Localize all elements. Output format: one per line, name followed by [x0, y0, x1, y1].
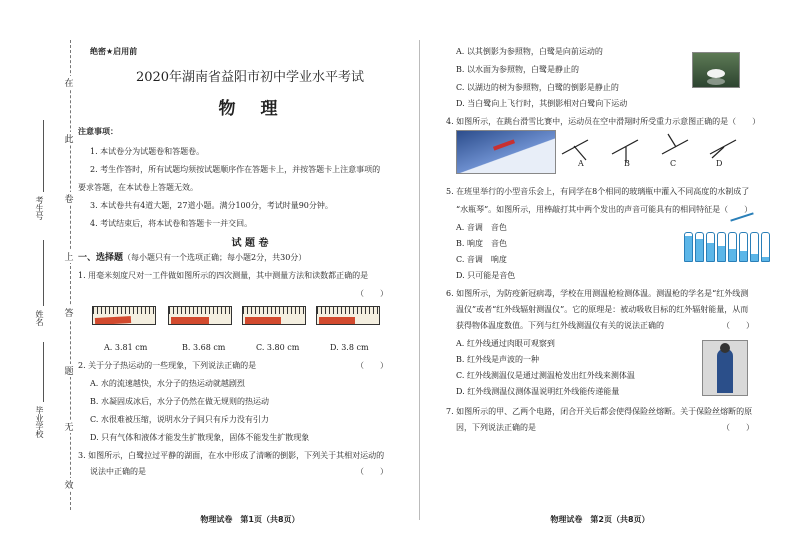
q2-option-a[interactable]: A. 水的流速越快，水分子的热运动就越剧烈: [90, 379, 245, 388]
school-label: 毕业学校: [35, 406, 44, 438]
margin-warning-char: 在: [62, 76, 76, 89]
margin-warning-char: 答: [62, 306, 76, 319]
q1-option-c[interactable]: C. 3.80 cm: [256, 343, 300, 352]
page-divider: [419, 40, 420, 520]
notice-heading: 注意事项：: [78, 127, 118, 136]
margin-warning-char: 此: [62, 132, 76, 145]
q6-option-b[interactable]: B. 红外线是声波的一种: [456, 355, 539, 364]
margin-warning-char: 题: [62, 364, 76, 377]
temperature-check-photo: [702, 340, 748, 396]
section-one-note: （每小题只有一个选项正确；每小题2分，共30分）: [123, 253, 307, 262]
candidate-number-label: 考生号: [35, 196, 44, 220]
q5-option-c[interactable]: C. 音调 响度: [456, 255, 507, 264]
candidate-number-field[interactable]: [43, 120, 44, 192]
q4-option-a[interactable]: A: [578, 159, 584, 168]
q6-stem: 6. 如图所示，为防疫新冠病毒，学校在用测温枪检测体温。测温枪的学名是“红外线测: [446, 289, 749, 298]
margin-warning-char: 效: [62, 478, 76, 491]
ruler-figure-b: [168, 306, 232, 325]
subject-title: 物 理: [218, 99, 282, 119]
notice-item: 要求答题，在本试卷上答题无效。: [78, 183, 198, 192]
q1-option-d[interactable]: D. 3.8 cm: [330, 343, 369, 352]
water-bottle-figure: [684, 228, 774, 264]
q6-option-c[interactable]: C. 红外线测温仪是通过测温枪发出红外线来测体温: [456, 371, 635, 380]
q3-option-b[interactable]: B. 以水面为参照物，白鹭是静止的: [456, 65, 579, 74]
q7-paren: （ ）: [722, 423, 754, 432]
q4-option-c[interactable]: C: [670, 159, 677, 168]
q6-paren: （ ）: [722, 321, 754, 330]
ruler-figure-a: [92, 306, 156, 325]
q5-stem-continued: “水瓶琴”。如图所示，用棒敲打其中两个发出的声音可能具有的相同特征是（ ）: [456, 205, 753, 214]
notice-item: 2. 考生作答时，所有试题均须按试题顺序作在答题卡上，并按答题卡上注意事项的: [90, 165, 381, 174]
notice-item: 4. 考试结束后，将本试卷和答题卡一并交回。: [90, 219, 253, 228]
q1-option-a[interactable]: A. 3.81 cm: [104, 343, 148, 352]
q3-stem: 3. 如图所示，白鹭拉过平静的湖面，在水中形成了清晰的倒影，下列关于其相对运动的: [78, 451, 385, 460]
q7-stem: 7. 如图所示的甲、乙两个电路，闭合开关后都会使得保险丝熔断。关于保险丝熔断的原: [446, 407, 753, 416]
exam-title: 2020年湖南省益阳市初中学业水平考试: [135, 70, 365, 85]
q3-paren: （ ）: [356, 467, 388, 476]
q1-option-b[interactable]: B. 3.68 cm: [182, 343, 226, 352]
q4-option-d[interactable]: D: [716, 159, 723, 168]
force-arrow-c: [668, 134, 676, 147]
q2-option-c[interactable]: C. 水很难被压缩，说明水分子间只有斥力没有引力: [90, 415, 269, 424]
skier-c: [662, 140, 688, 154]
q4-option-b[interactable]: B: [624, 159, 630, 168]
q2-option-b[interactable]: B. 水凝固成冰后，水分子仍然在做无规则的热运动: [90, 397, 269, 406]
q3-option-c[interactable]: C. 以湖边的树为参照物，白鹭的倒影是静止的: [456, 83, 619, 92]
name-label: 姓名: [35, 310, 44, 326]
binding-line: [70, 40, 71, 510]
q2-paren: （ ）: [356, 361, 388, 370]
q2-option-d[interactable]: D. 只有气体和液体才能发生扩散现象，固体不能发生扩散现象: [90, 433, 310, 442]
q5-stem: 5. 在班里举行的小型音乐会上，有同学在8个相同的玻璃瓶中灌入不同高度的水制成了: [446, 187, 750, 196]
margin-warning-char: 上: [62, 250, 76, 263]
name-field[interactable]: [43, 240, 44, 306]
school-field[interactable]: [43, 342, 44, 402]
q1-stem: 1. 用毫米刻度尺对一工件做如图所示的四次测量，其中测量方法和读数都正确的是: [78, 271, 369, 280]
notice-item: 3. 本试卷共有4道大题，27道小题。满分100分，考试时量90分钟。: [90, 201, 333, 210]
margin-warning-char: 无: [62, 420, 76, 433]
margin-warning-char: 卷: [62, 192, 76, 205]
q6-option-d[interactable]: D. 红外线测温仪测体温说明红外线能传递能量: [456, 387, 620, 396]
skier-d: [710, 140, 736, 154]
q6-stem-continued-2: 获得物体温度数值。下列与红外线测温仪有关的说法正确的: [456, 321, 664, 330]
section-title: 试 题 卷: [231, 238, 269, 249]
q7-stem-continued: 因，下列说法正确的是: [456, 423, 536, 432]
skier-b: [612, 140, 638, 154]
q3-option-d[interactable]: D. 当白鹭向上飞行时，其倒影相对白鹭向下运动: [456, 99, 628, 108]
ruler-figure-c: [242, 306, 306, 325]
q3-stem-continued: 说法中正确的是: [90, 467, 146, 476]
q3-option-a[interactable]: A. 以其倒影为参照物，白鹭是向前运动的: [456, 47, 603, 56]
q5-option-a[interactable]: A. 音调 音色: [456, 223, 507, 232]
page-footer-left: 物理试卷 第1页（共8页）: [200, 515, 300, 524]
q6-option-a[interactable]: A. 红外线通过肉眼可观察到: [456, 339, 555, 348]
egret-reflection-photo: [692, 52, 740, 88]
q5-option-b[interactable]: B. 响度 音色: [456, 239, 507, 248]
notice-item: 1. 本试卷分为试题卷和答题卷。: [90, 147, 205, 156]
q6-stem-continued: 温仪”或者“红外线辐射测温仪”。它的原理是：被动吸收目标的红外辐射能量，从而: [456, 305, 749, 314]
q5-option-d[interactable]: D. 只可能是音色: [456, 271, 516, 280]
q2-stem: 2. 关于分子热运动的一些现象，下列说法正确的是: [78, 361, 257, 370]
section-one-heading: 一、选择题: [78, 253, 124, 263]
q4-stem: 4. 如图所示，在跳台滑雪比赛中，运动员在空中滑翔时所受重力示意图正确的是（ ）: [446, 117, 761, 126]
ski-jump-photo: [456, 130, 556, 174]
ruler-figure-d: [316, 306, 380, 325]
q1-paren: （ ）: [356, 289, 388, 298]
secret-mark: 绝密★启用前: [90, 47, 138, 56]
page-footer-right: 物理试卷 第2页（共8页）: [550, 515, 650, 524]
